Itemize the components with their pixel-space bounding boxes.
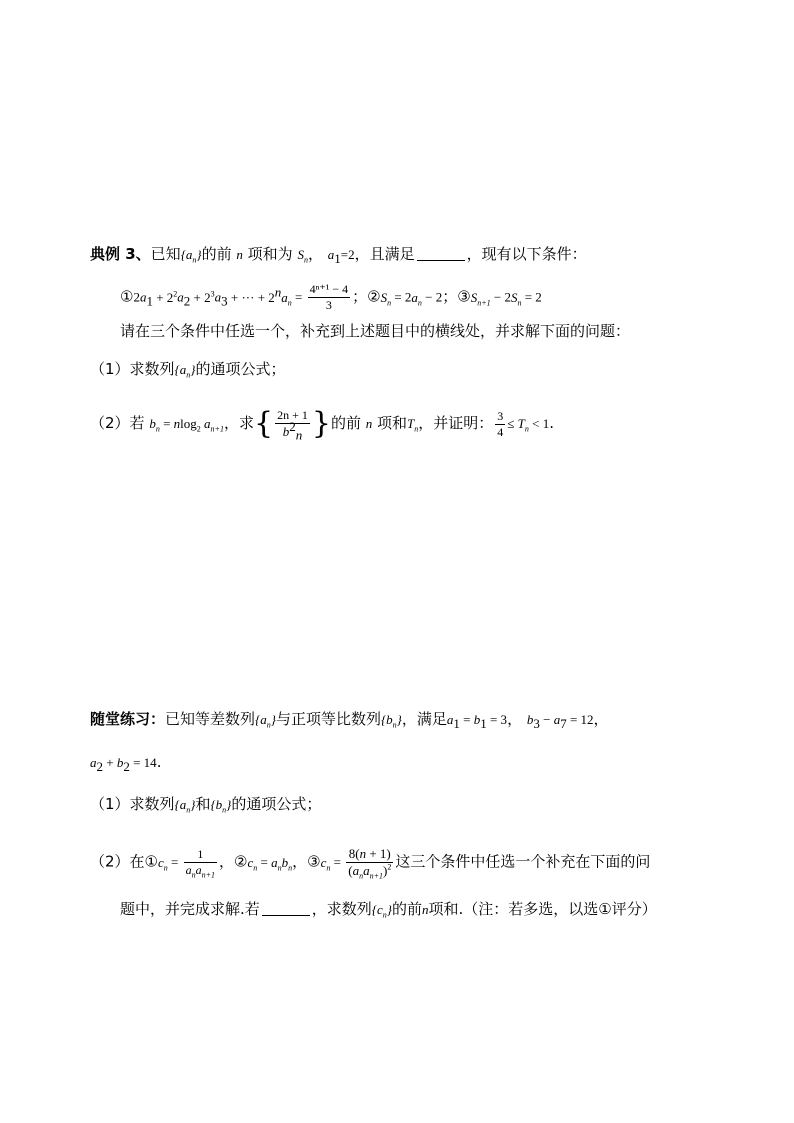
- fill-blank: [417, 246, 465, 261]
- practice-question2: （2）在$①c_n$ = $\frac{1}{a_na_{n+1}}$ ，$②c_n = a_nb_n$，$③c_n$ = $\frac{8(n + 1)}{(a_na_{n+1})^2}$ 这三个条件中任选一个补充在下面的问: [90, 846, 651, 881]
- example3-prompt: 请在三个条件中任选一个，补充到上述题目中的横线处，并求解下面的问题：: [120, 322, 631, 340]
- example3-statement: 典例 3、已知$\{a_n\}$的前 n 项和为 $S_n$， $a_1=2$，且满足 ，现有以下条件：: [90, 245, 587, 266]
- example3-title: 典例 3、: [90, 245, 151, 263]
- example3-question2: （2）若 $b_n = nlog_2$ $a_{n+1}$，求{ $\frac{2n + 1}{b^2_n}$ }的前 n 项和$T_n$，并证明： $\frac{3}{4}$ ≤ $T_n < 1$.: [90, 406, 555, 443]
- example3-question1: （1）求数列$\{a_n\}$的通项公式；: [90, 360, 286, 380]
- fill-blank: [262, 901, 310, 916]
- practice-statement: 随堂练习：已知等差数列$\{a_n\}$与正项等比数列$\{b_n\}$，满足$a_1 = b_1 = 3$， $b_3 - a_7 = 12$，: [90, 710, 609, 731]
- practice-statement-line2: $a_2 + b_2 = 14$.: [90, 753, 162, 774]
- practice-question2-line2: 题中，并完成求解.若 ，求数列$\{c_n\}$的前n项和.（注：若多选，以选①评分）: [120, 900, 657, 920]
- condition1-fraction: $\frac{\text{4ⁿ⁺¹ − 4}}{3}$: [309, 282, 349, 312]
- practice-title: 随堂练习：: [90, 710, 166, 728]
- practice-question1: （1）求数列$\{a_n\}$和$\{b_n\}$的通项公式；: [90, 795, 322, 815]
- example3-conditions: $①2a_1 + 2^2a_2 + 2^3a_3$ + ··· + $2^na_n$ = $\frac{\text{4ⁿ⁺¹ − 4}}{3}$ ；$②S_n = 2a_n - 2$；$③S_{n+1} - 2S_n = 2$: [120, 282, 542, 312]
